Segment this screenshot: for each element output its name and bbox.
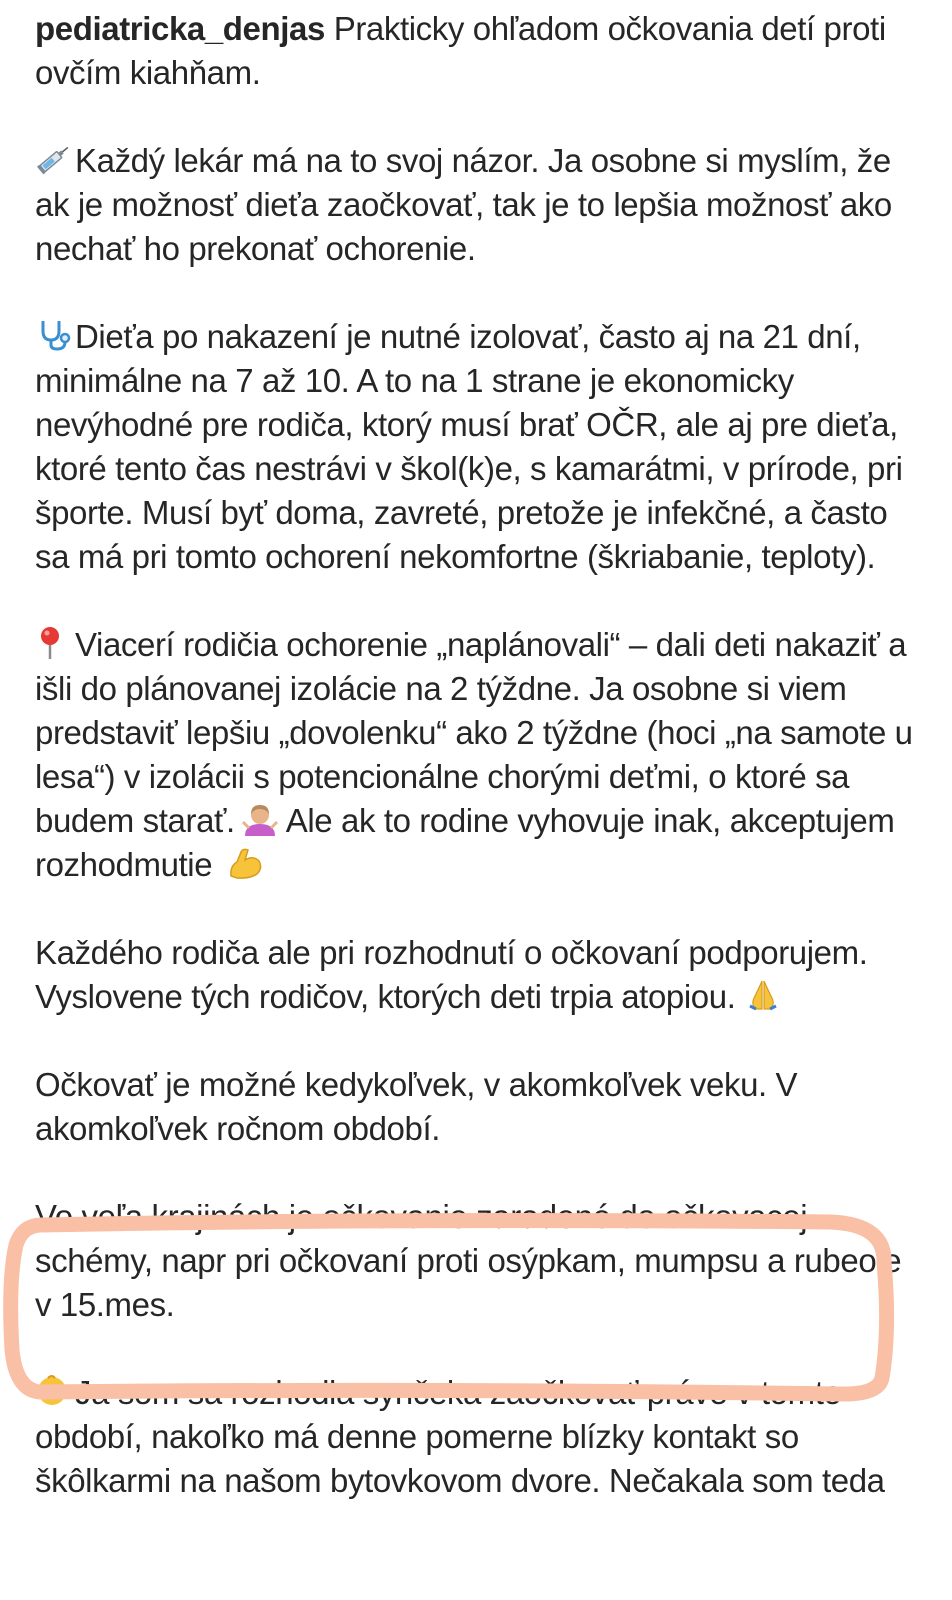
paragraph-planned-text-2: Ale ak to rodine vyhovuje inak, akceptujem rozhodmutie — [35, 802, 895, 883]
scroll-fade — [0, 1558, 952, 1600]
person-shrugging-icon — [241, 802, 279, 834]
stethoscope-icon — [35, 318, 73, 350]
paragraph-personal-text: Ja som sa rozhodla synčeka zaočkovať práve v tomto období, nakoľko má denne pomerne blízky kontakt so škôlkarmi na našom bytovkovom dvore. Nečakala som teda — [35, 1374, 885, 1499]
caption-intro-text: Prakticky ohľadom očkovania detí proti ovčím kiahňam. — [35, 10, 886, 91]
paragraph-planned-text: Viacerí rodičia ochorenie „naplánovali“ – dali deti nakaziť a išli do plánovanej izolácie na 2 týždne. Ja osobne si viem predstaviť lepšiu „dovolenku“ ako 2 týždne (hoci „na samote u lesa“) v izolácii s potencionálne chorými deťmi, o ktoré sa budem starať. — [35, 626, 913, 839]
flexed-biceps-icon — [227, 846, 265, 878]
syringe-icon — [35, 142, 73, 174]
paragraph-support-text: Každého rodiča ale pri rozhodnutí o očkovaní podporujem. Vyslovene tých rodičov, ktorých deti trpia atopiou. — [35, 934, 868, 1015]
paragraph-isolation — [35, 315, 925, 579]
paragraph-anytime: Očkovať je možné kedykoľvek, v akomkoľvek veku. V akomkoľvek ročnom období. — [35, 1066, 798, 1147]
baby-icon — [35, 1374, 73, 1406]
paragraph-opinion — [35, 139, 925, 271]
paragraph-opinion-text: Každý lekár má na to svoj názor. Ja osobne si myslím, že ak je možnosť dieťa zaočkovať, tak je to lepšia možnosť ako nechať ho prekonať ochorenie. — [35, 142, 892, 267]
paragraph-personal — [35, 1371, 925, 1503]
paragraph-support — [35, 931, 925, 1019]
caption-intro — [35, 7, 925, 95]
paragraph-isolation-text: Dieťa po nakazení je nutné izolovať, často aj na 21 dní, minimálne na 7 až 10. A to na 1 strane je ekonomicky nevýhodné pre rodiča, ktorý musí brať OČR, ale aj pre dieťa, ktoré tento čas nestrávi v škol(k)e, s kamarátmi, v prírode, pri športe. Musí byť doma, zavreté, pretože je infekčné, a často sa má pri tomto ochorení nekomfortne (škriabanie, teploty). — [35, 318, 903, 575]
post-caption — [35, 7, 925, 1547]
paragraph-planned — [35, 623, 925, 887]
folded-hands-icon — [744, 978, 782, 1010]
paragraph-schedule: Vo veľa krajinách je očkovanie zaradené do očkovacej schémy, napr pri očkovaní proti osýpkam, mumpsu a rubeole v 15.mes. — [35, 1198, 902, 1323]
username-link[interactable]: pediatricka_denjas — [35, 10, 325, 47]
round-pushpin-icon — [35, 626, 73, 658]
